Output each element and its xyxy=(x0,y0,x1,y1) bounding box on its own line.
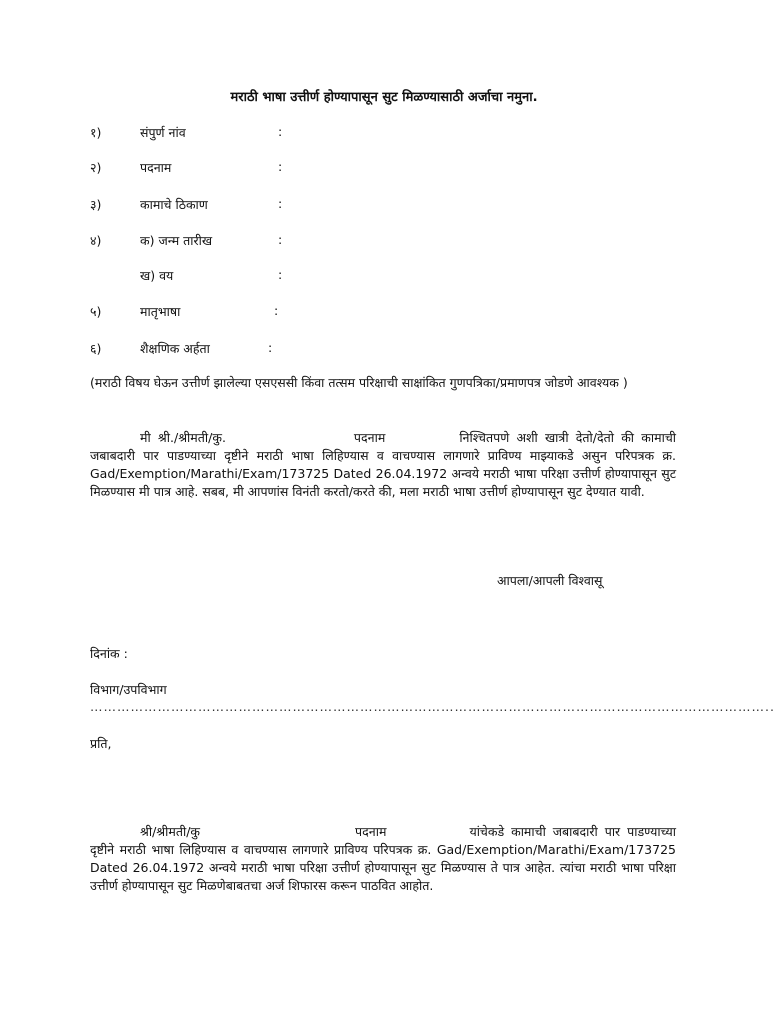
department-label: विभाग/उपविभाग xyxy=(90,682,167,697)
date-label: दिनांक : xyxy=(90,646,128,661)
recommendation-paragraph xyxy=(90,823,676,895)
field-colon: : xyxy=(268,340,273,355)
declaration-paragraph xyxy=(90,429,676,501)
form-title: मराठी भाषा उत्तीर्ण होण्यापासून सुट मिळण्यासाठी अर्जाचा नमुना. xyxy=(230,90,538,105)
field-colon: : xyxy=(278,267,283,282)
field-colon: : xyxy=(278,159,283,174)
field-label-mother-tongue: मातृभाषा xyxy=(140,304,181,319)
field-label-age: ख) वय xyxy=(140,268,174,283)
field-label-education: शैक्षणिक अर्हता xyxy=(140,341,210,356)
to-label: प्रति, xyxy=(90,736,112,751)
declaration-prefix: मी श्री./श्रीमती/कु. xyxy=(140,430,226,445)
closing-signature: आपला/आपली विश्वासू xyxy=(497,573,603,588)
field-number: १) xyxy=(90,125,102,140)
field-label-full-name: संपुर्ण नांव xyxy=(140,125,186,140)
recommendation-designation-word: पदनाम xyxy=(355,824,387,839)
field-colon: : xyxy=(274,303,279,318)
field-number: ४) xyxy=(90,233,102,248)
field-label-workplace: कामाचे ठिकाण xyxy=(140,197,208,212)
declaration-body: निश्चितपणे अशी खात्री देतो/देतो की कामाची जबाबदारी पार पाडण्याच्या दृष्टीने मराठी भाषा लिहिण्यास व वाचण्यास लागणारे प्राविण्य माझ्याकडे असुन परिपत्रक क्र. Gad/Exemption/Marathi/Exam/173725 Dated 26.04.1972 अन्वये मराठी भाषा परिक्षा उत्तीर्ण होण्यापासून सुट मिळण्यास मी पात्र आहे. सबब, मी आपणांस विनंती करतो/करते की, मला मराठी भाषा उत्तीर्ण होण्यापासून सुट देण्यात यावी. xyxy=(90,430,676,499)
dotted-line: …………………………………………………………………………………………………………………………………….. xyxy=(90,699,775,714)
field-number: २) xyxy=(90,160,102,175)
field-number: ६) xyxy=(90,341,102,356)
recommendation-body: यांचेकडे कामाची जबाबदारी पार पाडण्याच्या दृष्टीने मराठी भाषा लिहिण्यास व वाचण्यास लागणारे प्राविण्य परिपत्रक क्र. Gad/Exemption/Marathi/Exam/173725 Dated 26.04.1972 अन्वये मराठी भाषा परिक्षा उत्तीर्ण होण्यापासून सुट मिळण्यास ते पात्र आहेत. त्यांचा मराठी भाषा परिक्षा उत्तीर्ण होण्यापासून सुट मिळणेबाबतचा अर्ज शिफारस करून पाठवित आहोत. xyxy=(90,824,676,893)
field-label-birth-date: क) जन्म तारीख xyxy=(140,233,213,248)
attachment-note: (मराठी विषय घेऊन उत्तीर्ण झालेल्या एसएससी किंवा तत्सम परिक्षाची साक्षांकित गुणपत्रिका/प्रमाणपत्र जोडणे आवश्यक ) xyxy=(90,375,628,390)
declaration-designation-word: पदनाम xyxy=(353,430,386,445)
field-colon: : xyxy=(278,124,283,139)
field-label-designation: पदनाम xyxy=(140,160,172,175)
field-colon: : xyxy=(278,232,283,247)
field-number: ३) xyxy=(90,197,102,212)
field-colon: : xyxy=(278,196,283,211)
recommendation-prefix: श्री/श्रीमती/कु xyxy=(140,824,201,839)
field-number: ५) xyxy=(90,304,102,319)
